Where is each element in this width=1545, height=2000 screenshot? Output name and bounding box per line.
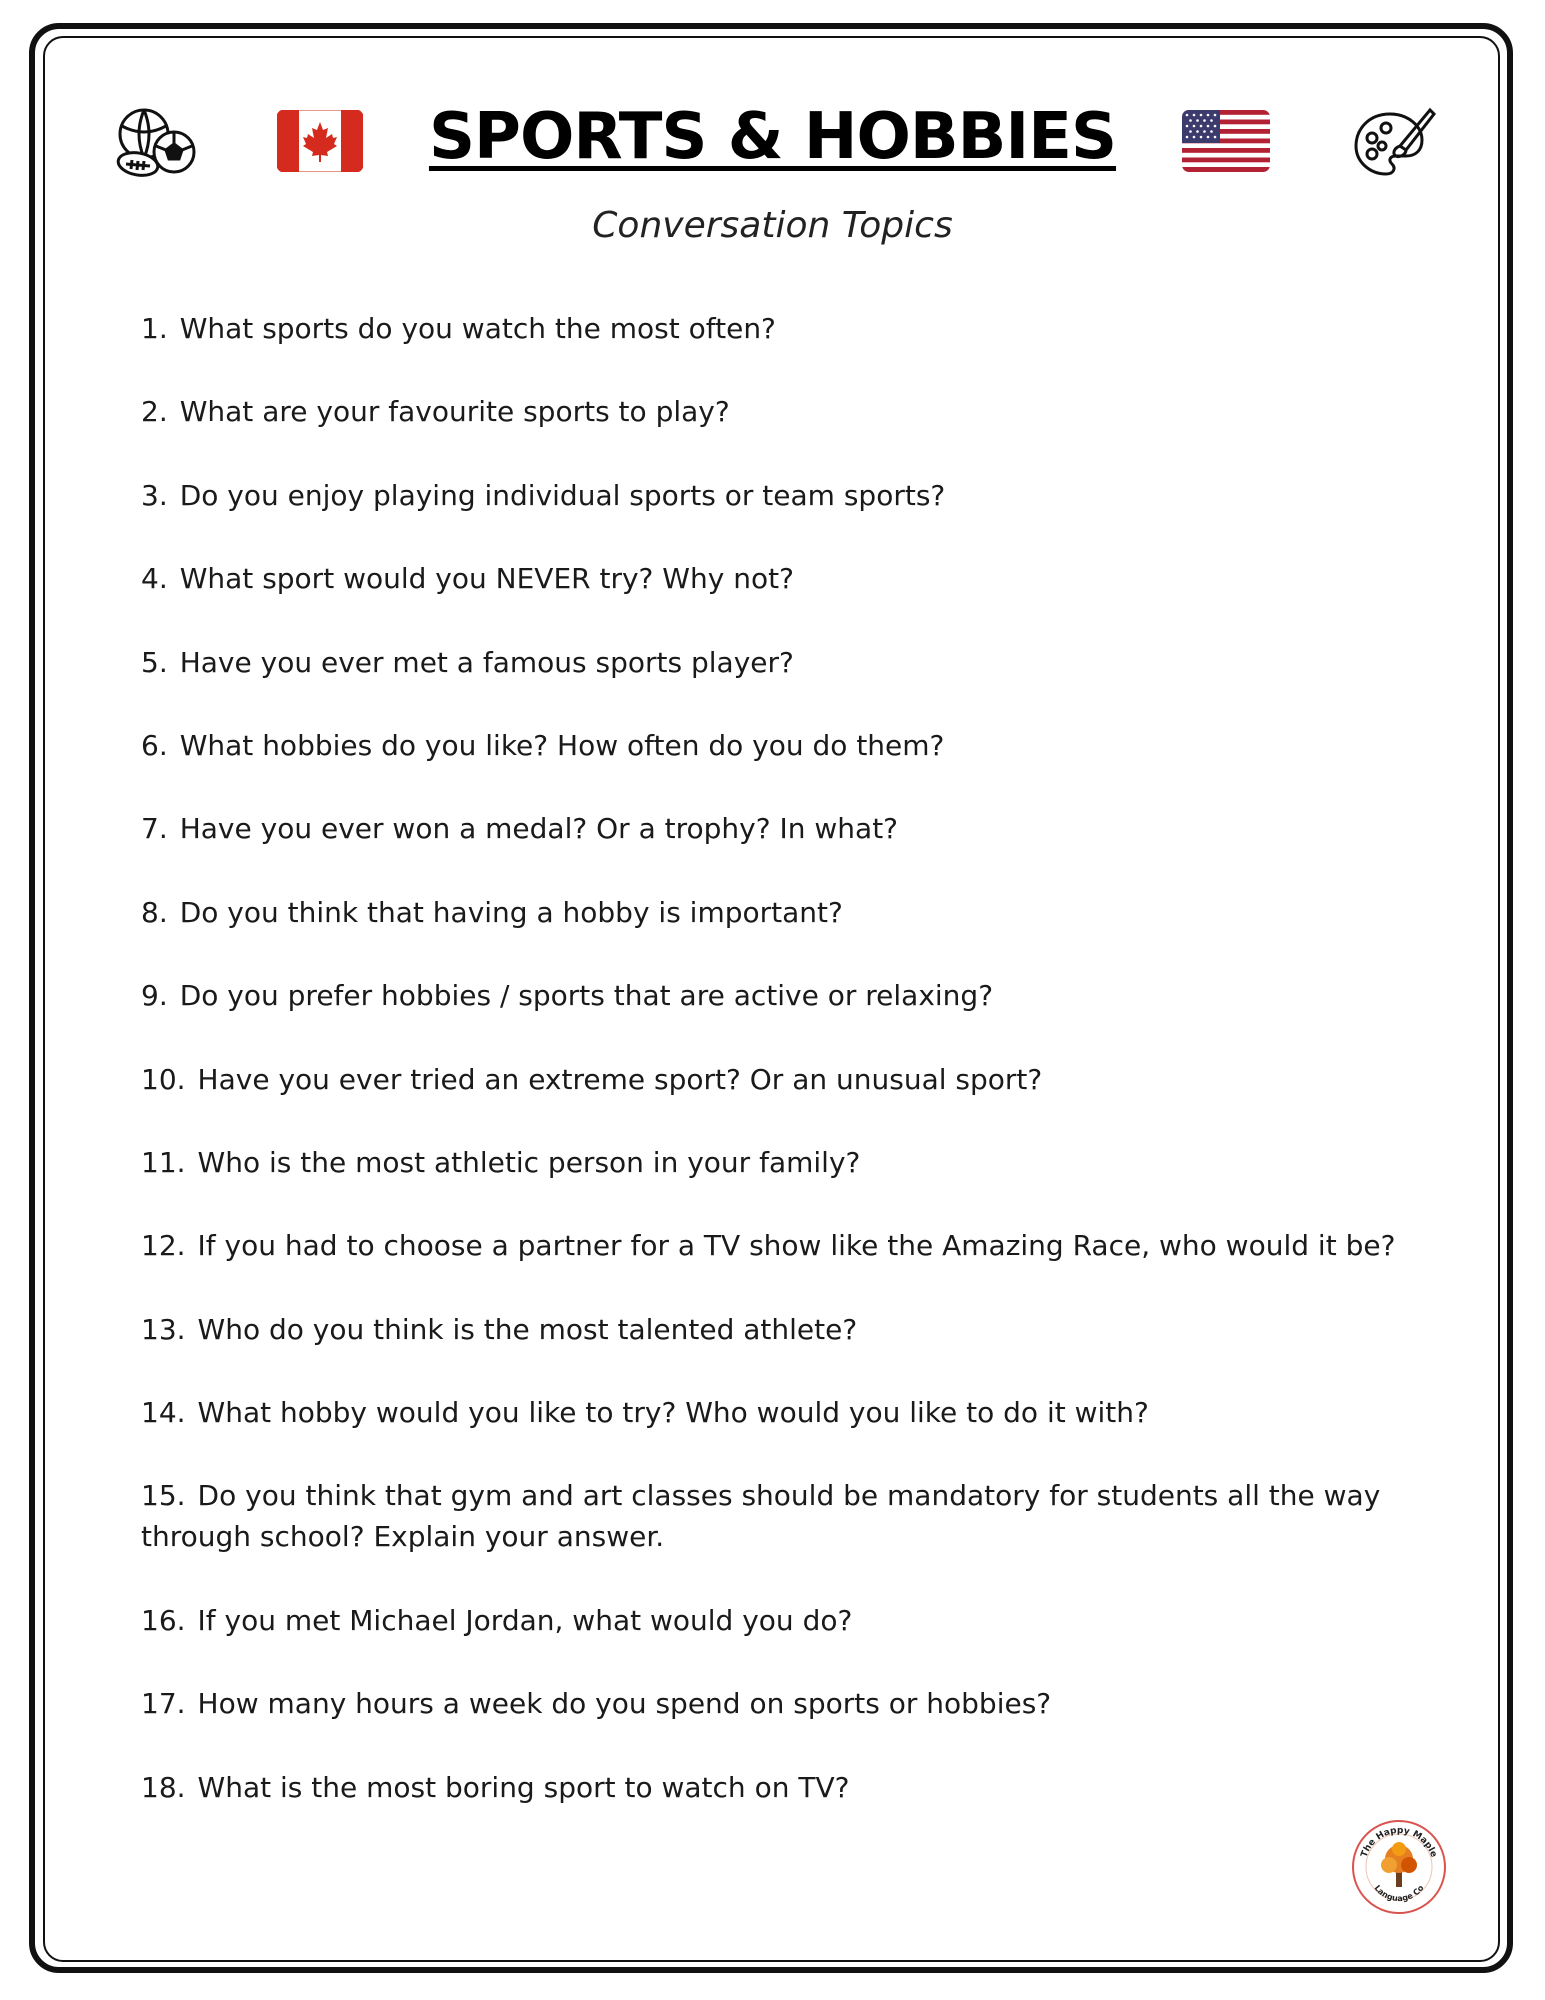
list-item: 2. What are your favourite sports to play?	[141, 395, 730, 429]
question-list	[141, 308, 1411, 1850]
list-item: 3. Do you enjoy playing individual sports or team sports?	[141, 478, 946, 512]
list-item: 10. Have you ever tried an extreme sport? Or an unusual sport?	[141, 1062, 1043, 1096]
list-item: 6. What hobbies do you like? How often do you do them?	[141, 728, 945, 762]
list-item: 15. Do you think that gym and art classes should be mandatory for students all the way through school? Explain your answer.	[141, 1479, 1381, 1554]
list-item: 13. Who do you think is the most talented athlete?	[141, 1312, 858, 1346]
list-item: 9. Do you prefer hobbies / sports that are active or relaxing?	[141, 979, 994, 1013]
logo-text-bottom: Language Co	[1372, 1883, 1426, 1904]
list-item: 7. Have you ever won a medal? Or a trophy? In what?	[141, 812, 899, 846]
list-item: 14. What hobby would you like to try? Who would you like to do it with?	[141, 1396, 1149, 1430]
list-item: 1. What sports do you watch the most often?	[141, 312, 776, 345]
usa-flag-icon	[1182, 110, 1270, 172]
logo-text-top: The Happy Maple	[1359, 1825, 1439, 1859]
art-palette-icon	[1350, 102, 1438, 182]
list-item: 5. Have you ever met a famous sports player?	[141, 645, 794, 679]
page-subtitle: Conversation Topics	[592, 205, 953, 246]
list-item: 11. Who is the most athletic person in your family?	[141, 1145, 861, 1179]
happy-maple-logo	[1351, 1819, 1447, 1915]
list-item: 16. If you met Michael Jordan, what would you do?	[141, 1603, 853, 1637]
list-item: 4. What sport would you NEVER try? Why not?	[141, 562, 794, 596]
page-title: SPORTS & HOBBIES	[428, 100, 1117, 174]
list-item: 18. What is the most boring sport to watch on TV?	[141, 1770, 850, 1804]
list-item: 12. If you had to choose a partner for a TV show like the Amazing Race, who would it be?	[141, 1229, 1396, 1263]
list-item: 8. Do you think that having a hobby is important?	[141, 895, 843, 929]
list-item: 17. How many hours a week do you spend on sports or hobbies?	[141, 1687, 1052, 1721]
